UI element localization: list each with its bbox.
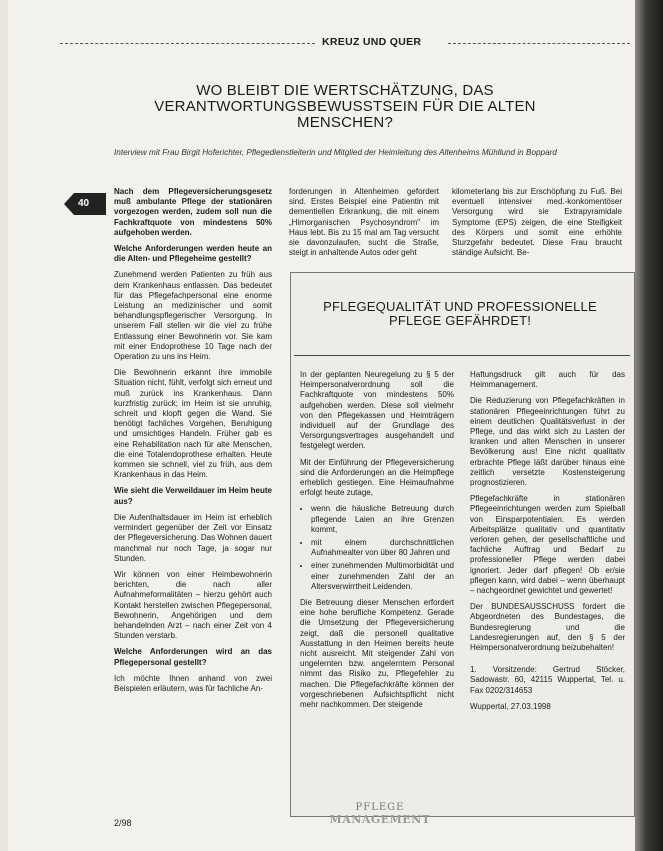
- column-3-text: kilometerlang bis zur Erschöpfung zu Fuß. Bei eventuell intensiver med.-konkomentöser Versorgung wird sie Extrapyramidale Symptome (EPS) zeigen, die eine Steifigkeit des Körpers und somit eine erhöhte Sturzgefahr bedeutet. Diese Frau braucht ständige Aufsicht. Be-: [452, 187, 622, 258]
- title-line-1: WO BLEIBT DIE WERTSCHÄTZUNG, DAS: [196, 82, 494, 99]
- column-2-text: forderungen in Altenheimen gefordert sind. Erstes Beispiel eine Patientin mit dementiellen Erkrankung, die mit einem „Hirnorganischen Psychosyndrom" im Haus lebt. Bis zu 15 mal am Tag versucht sie davonzulaufen, sucht die Straße, steigt in anhaltende Autos oder geht: [289, 187, 439, 258]
- logo-line-2: MANAGEMENT: [329, 813, 431, 826]
- question-3: Welche Anforderungen wird an das Pflegepersonal gestellt?: [114, 647, 272, 667]
- list-item: • wenn die häusliche Betreuung durch pflegende Laien an ihre Grenzen kommt,: [311, 504, 454, 535]
- info-box-title: [300, 300, 620, 328]
- column-1: [114, 187, 272, 700]
- column-3: [452, 187, 622, 264]
- signature-address: 1. Vorsitzende: Gertrud Stöcker, Sadowastr. 60, 42115 Wuppertal, Tel. u. Fax 0202/314653: [470, 665, 625, 695]
- magazine-logo: [320, 803, 440, 829]
- title-line-2: VERANTWORTUNGSBEWUSSTSEIN FÜR DIE ALTEN MENSCHEN?: [154, 98, 536, 131]
- info-box-title-line-1: PFLEGEQUALITÄT UND PROFESSIONELLE: [323, 299, 597, 314]
- header-rule-right: [448, 43, 630, 44]
- list-item: • einer zunehmenden Multimorbidität und einer zunehmenden Zahl der an Altersverwirrtheit Leidenden.: [311, 561, 454, 592]
- question-2: Wie sieht die Verweildauer im Heim heute aus?: [114, 486, 272, 506]
- info-box-title-line-2: PFLEGE GEFÄHRDET!: [388, 313, 532, 328]
- box-left-bullets: [300, 504, 454, 592]
- scanner-shadow-edge: [635, 0, 663, 851]
- answer-3a: Ich möchte Ihnen anhand von zwei Beispielen erläutern, was für fachliche An-: [114, 673, 272, 693]
- marker-number: 40: [78, 198, 90, 209]
- page-gutter: [0, 0, 8, 851]
- column-2: [289, 187, 439, 264]
- section-label: KREUZ UND QUER: [322, 36, 422, 48]
- answer-2a: Die Aufenthaltsdauer im Heim ist erheblich vermindert gegenüber der Zeit vor Einsatz der Pflegeversicherung. Das Wohnen dauert manchmal nur noch Tage, ja sogar nur Stunden.: [114, 512, 272, 563]
- header-rule-left: [60, 43, 315, 44]
- box-left-p1: In der geplanten Neuregelung zu § 5 der Heimpersonalverordnung soll die Fachkraftquote von mindestens 50% aufgehoben werden. Diese soll vielmehr von den Pflegekassen und Heimträgern individuell auf der Grundlage des Versorgungsvertrages ausgehandelt und festgelegt werden.: [300, 370, 454, 451]
- info-box-rule: [294, 355, 630, 356]
- article-title: [130, 83, 560, 131]
- logo-line-1: PFLEGE: [355, 802, 405, 813]
- info-box-right-column: [470, 370, 625, 718]
- answer-2b: Wir können von einer Heimbewohnerin berichten, die nach aller Aufnahmeformalitäten – hierzu gehört auch Kontakt herstellen zwischen Pflegepersonal, Bewohnerin, Angehörigen und dem behandelnden Arzt – nach einer Zeit von 4 Stunden verstarb.: [114, 569, 272, 641]
- section-header: [60, 36, 630, 50]
- box-left-p3: Die Betreuung dieser Menschen erfordert eine hohe berufliche Kompetenz. Gerade die Umsetzung der Pflegeversicherung zeigt, daß die personell qualitative Ausstattung in den Heimen bereits heute nicht ausreicht. Mit steigender Zahl von ungelernten bzw. angelerntem Personal nimmt das Risiko zu, Pflegefehler zu machen. Die Pflegefachkräfte können der vorgeschriebenen Aufsichtspflicht nicht mehr nachkommen. Der steigende: [300, 598, 454, 710]
- signature-date: Wuppertal, 27.03.1998: [470, 701, 551, 711]
- box-right-p1: Haftungsdruck gilt auch für das Heimmanagement.: [470, 370, 625, 390]
- box-right-p4: Der BUNDESAUSSCHUSS fordert die Abgeordneten des Bundestages, die Bundesregierung und die Landesregierungen auf, den § 5 der Heimpersonalverordnung beizubehalten!: [470, 602, 625, 653]
- list-item: • mit einem durchschnittlichen Aufnahmealter von über 80 Jahren und: [311, 538, 454, 558]
- info-box-left-column: [300, 370, 454, 716]
- answer-1a: Zunehmend werden Patienten zu früh aus dem Krankenhaus entlassen. Das bedeutet für das Pflegefachpersonal eine enorme Leistung an medizinischer und somit behandlungspflegerischer Versorgung. In unserem Fall stellen wir die viel zu frühe Entlassung einer Bewohnerin vor. Sie kam mit einer Endoprothese 10 Tage nach der Operation zu uns ins Heim.: [114, 270, 272, 362]
- answer-1b: Die Bewohnerin erkannt ihre immobile Situation nicht, fühlt, verfolgt sich erneut und muß zurück ins Krankenhaus. Dann kurzfristig zurück; im Heim ist sie unruhig, schreit und klopft gegen die Wand. Sie benötigt fachliches Vorgehen, Beruhigung und umsichtiges Handeln. Früher gab es eine Rehabilitation nach für alte Menschen, die eine Totalendoprothese erhalten. Heute kommen sie schnell, viel zu früh, aus dem Krankenhaus in das Heim.: [114, 368, 272, 480]
- box-right-p3: Pflegefachkräfte in stationären Pflegeeinrichtungen werden zum Spielball von Einsparpotentialen. Es werden Arbeitsplätze qualitativ und quantitativ verloren gehen, der gesellschaftliche und fachliche Auftrag und Bedarf zu professioneller Pflege werden dabei ignoriert. Jeder darf pflegen! Ob er/sie pflegen kann, wird dabei – wenn überhaupt – nachgeordnet gewichtet und gewertet!: [470, 494, 625, 596]
- question-1: Welche Anforderungen werden heute an die Alten- und Pflegeheime gestellt?: [114, 244, 272, 264]
- page-marker-arrow: [64, 193, 106, 215]
- box-right-p2: Die Reduzierung von Pflegefachkräften in stationären Pflegeeinrichtungen führt zu einem deutlichen Qualitätsverlust in der Pflege, und das wirkt sich zu Lasten der kranken und alten Menschen in unserer Bevölkerung aus! Eine nicht qualitativ erbrachte Pflege läßt darüber hinaus eine zeitlich versetzte Kostensteigerung prognostizieren.: [470, 396, 625, 488]
- page-number: 2/98: [114, 818, 132, 828]
- box-left-p2: Mit der Einführung der Pflegeversicherung sind die Anforderungen an die Heimpflege erheblich gestiegen. Eine Heimaufnahme erfolgt heute zutage,: [300, 457, 454, 498]
- interview-intro: Interview mit Frau Birgit Hoferichter, Pflegedienstleiterin und Mitglied der Heimleitung des Altenheims Mühllund in Boppard: [114, 148, 557, 157]
- lead-paragraph: Nach dem Pflegeversicherungsgesetz muß ambulante Pflege der stationären vorgezogen werden, zudem soll nun die Fachkraftquote von mindestens 50% aufgehoben werden.: [114, 187, 272, 237]
